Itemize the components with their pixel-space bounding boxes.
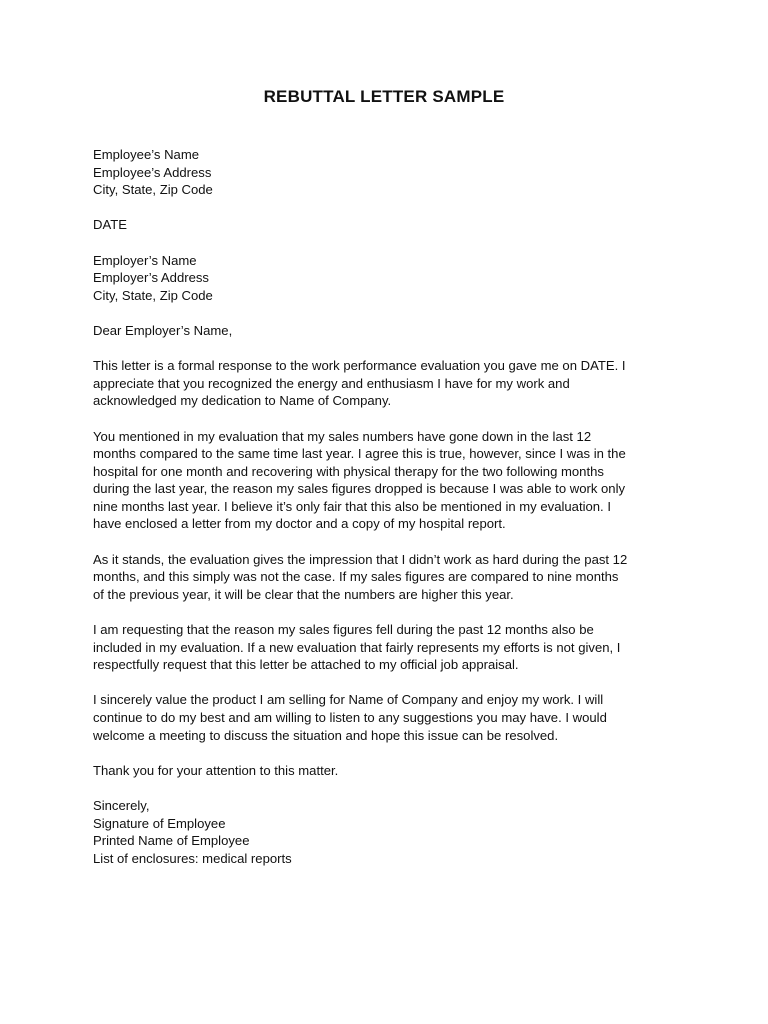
- paragraph-2: [93, 428, 683, 534]
- paragraph-line: As it stands, the evaluation gives the impression that I didn’t work as hard during the past 12: [93, 551, 628, 567]
- paragraph-line: months compared to the same time last year. I agree this is true, however, since I was in the: [93, 446, 626, 462]
- paragraph-4: [93, 621, 683, 674]
- paragraph-5: [93, 691, 683, 744]
- paragraph-line: of the previous year, it will be clear that the numbers are higher this year.: [93, 586, 514, 602]
- letter-date: [93, 216, 683, 234]
- paragraph-3: [93, 551, 683, 604]
- closing-enclosures: List of enclosures: medical reports: [93, 850, 292, 866]
- sender-street: Employee’s Address: [93, 164, 212, 180]
- paragraph-line: hospital for one month and recovering with physical therapy for the two following months: [93, 463, 604, 479]
- recipient-city: City, State, Zip Code: [93, 287, 213, 303]
- closing-printed-name: Printed Name of Employee: [93, 833, 250, 849]
- sender-address: [93, 146, 683, 199]
- paragraph-line: I am requesting that the reason my sales figures fell during the past 12 months also be: [93, 622, 594, 638]
- salutation: [93, 322, 683, 340]
- closing-sincerely: Sincerely,: [93, 797, 150, 813]
- letter-body: [93, 146, 683, 885]
- paragraph-line: I sincerely value the product I am selling for Name of Company and enjoy my work. I will: [93, 692, 604, 708]
- paragraph-line: Thank you for your attention to this matter.: [93, 762, 339, 778]
- paragraph-line: months, and this simply was not the case. If my sales figures are compared to nine months: [93, 569, 619, 585]
- recipient-street: Employer’s Address: [93, 270, 209, 286]
- paragraph-1: [93, 357, 683, 410]
- paragraph-line: appreciate that you recognized the energy and enthusiasm I have for my work and: [93, 375, 570, 391]
- document-title: REBUTTAL LETTER SAMPLE: [263, 87, 505, 106]
- paragraph-line: You mentioned in my evaluation that my sales numbers have gone down in the last 12: [93, 428, 592, 444]
- paragraph-line: This letter is a formal response to the work performance evaluation you gave me on DATE. I: [93, 358, 626, 374]
- paragraph-line: nine months last year. I believe it’s only fair that this also be mentioned in my evaluation. I: [93, 498, 611, 514]
- sender-city: City, State, Zip Code: [93, 182, 213, 198]
- paragraph-line: included in my evaluation. If a new evaluation that fairly represents my efforts is not given, I: [93, 639, 621, 655]
- sender-name: Employee’s Name: [93, 147, 200, 162]
- paragraph-line: continue to do my best and am willing to listen to any suggestions you may have. I would: [93, 710, 607, 725]
- paragraph-line: during the last year, the reason my sales figures dropped is because I was able to work only: [93, 481, 626, 497]
- recipient-name: Employer’s Name: [93, 252, 197, 268]
- paragraph-line: have enclosed a letter from my doctor and a copy of my hospital report.: [93, 516, 506, 532]
- date-text: DATE: [93, 217, 127, 233]
- recipient-address: [93, 252, 683, 305]
- paragraph-line: acknowledged my dedication to Name of Company.: [93, 393, 392, 409]
- salutation-text: Dear Employer’s Name,: [93, 322, 233, 338]
- paragraph-line: welcome a meeting to discuss the situation and hope this issue can be resolved.: [93, 727, 559, 743]
- closing-block: [93, 797, 683, 867]
- paragraph-line: respectfully request that this letter be attached to my official job appraisal.: [93, 657, 519, 673]
- closing-signature: Signature of Employee: [93, 815, 226, 831]
- paragraph-6: [93, 762, 683, 780]
